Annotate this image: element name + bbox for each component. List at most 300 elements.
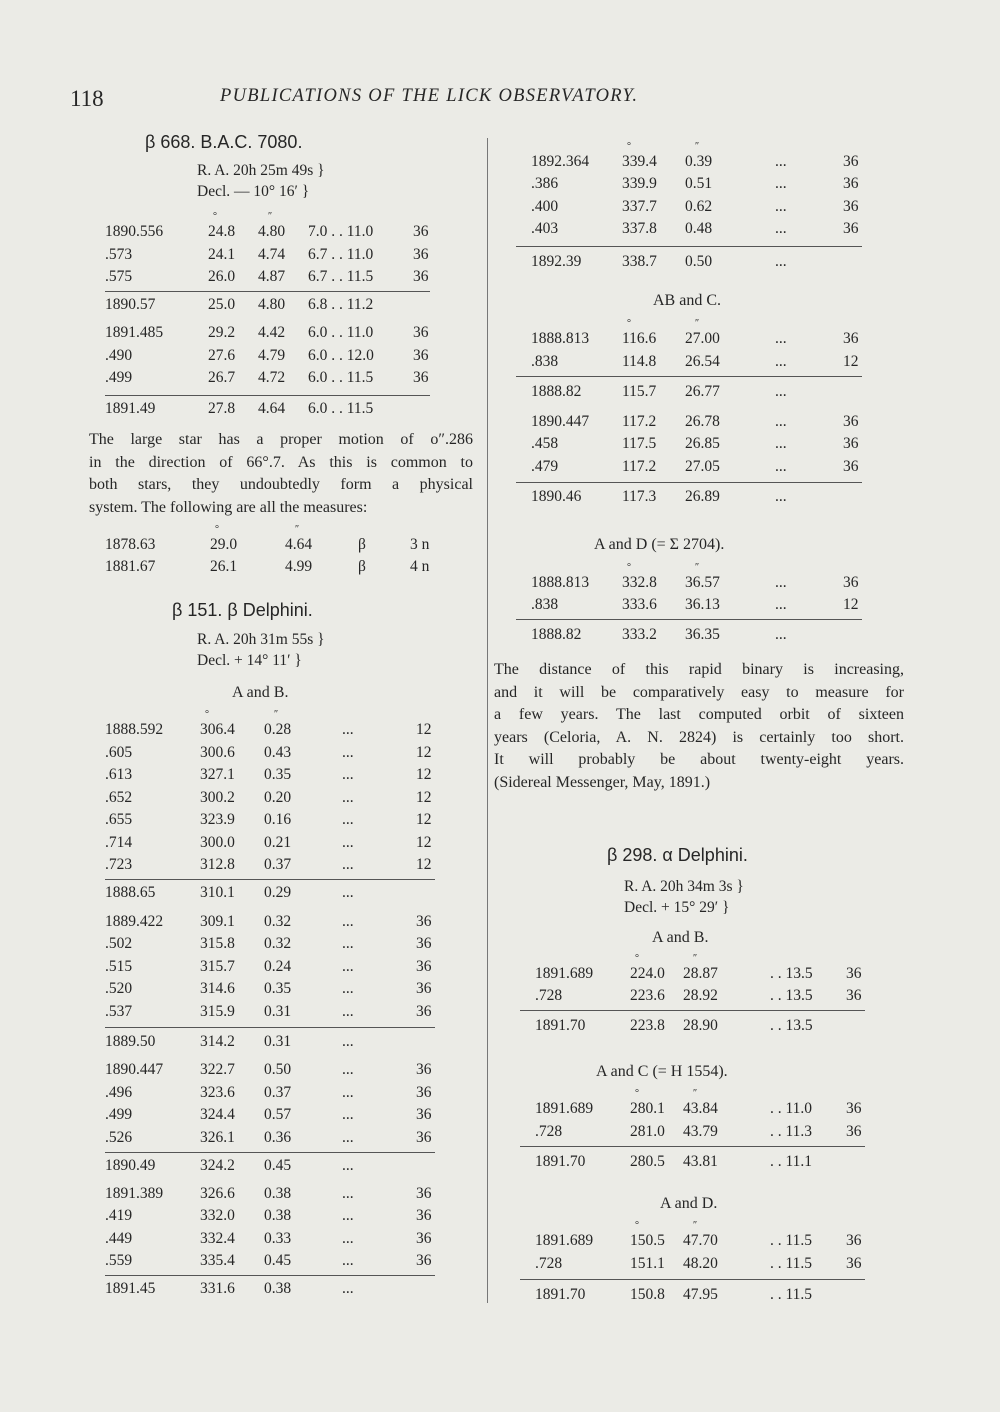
distance-cell: 26.89 xyxy=(685,488,720,505)
distance-cell: 27.05 xyxy=(685,458,720,475)
magnitude-cell: ... xyxy=(342,958,354,975)
epoch-cell: 1888.592 xyxy=(105,721,164,738)
table-row xyxy=(0,965,1000,987)
nights-cell: 36 xyxy=(416,1230,432,1247)
angle-cell: 117.2 xyxy=(622,413,657,430)
epoch-cell: 1891.389 xyxy=(105,1185,164,1202)
angle-cell: 332.0 xyxy=(200,1207,235,1224)
table-row xyxy=(0,383,1000,405)
angle-cell: 26.1 xyxy=(210,558,238,575)
paragraph-line: It will probably be about twenty-eight years. xyxy=(494,751,904,768)
table-row xyxy=(0,935,1000,957)
distance-cell: 28.90 xyxy=(683,1017,718,1034)
distance-cell: 47.70 xyxy=(683,1232,718,1249)
table-row xyxy=(0,856,1000,878)
angle-cell: 332.8 xyxy=(622,574,657,591)
distance-cell: 0.38 xyxy=(264,1207,292,1224)
epoch-cell: 1890.57 xyxy=(105,296,156,313)
nights-cell: 36 xyxy=(416,1061,432,1078)
degree-mark: ° xyxy=(627,141,631,152)
angle-cell: 151.1 xyxy=(630,1255,665,1272)
arcsec-mark: ″ xyxy=(693,953,698,964)
arcsec-mark: ″ xyxy=(693,1088,698,1099)
distance-cell: 4.42 xyxy=(258,324,286,341)
paragraph-line: and it will be comparatively easy to measure for xyxy=(494,683,904,701)
magnitude-cell: ... xyxy=(342,1003,354,1020)
distance-cell: 4.72 xyxy=(258,369,286,386)
epoch-cell: 1891.689 xyxy=(535,965,594,982)
angle-cell: 224.0 xyxy=(630,965,665,982)
magnitude-cell: ... xyxy=(775,353,787,370)
distance-cell: 4.80 xyxy=(258,296,286,313)
magnitude-cell: 6.7 . . 11.0 xyxy=(308,246,374,263)
table-row xyxy=(0,330,1000,352)
angle-cell: 333.2 xyxy=(622,626,657,643)
table-row xyxy=(0,596,1000,618)
degree-mark: ° xyxy=(213,211,217,222)
epoch-cell: 1890.447 xyxy=(105,1061,164,1078)
magnitude-cell: ... xyxy=(775,253,787,270)
arcsec-mark: ″ xyxy=(695,141,700,152)
epoch-cell: .479 xyxy=(531,458,559,475)
nights-cell: 36 xyxy=(846,1232,862,1249)
epoch-cell: .838 xyxy=(531,353,559,370)
nights-cell: 36 xyxy=(416,1084,432,1101)
epoch-cell: .419 xyxy=(105,1207,133,1224)
nights-cell: 36 xyxy=(846,1100,862,1117)
table-row xyxy=(0,1153,1000,1175)
magnitude-cell: 6.0 . . 11.0 xyxy=(308,324,374,341)
ra-line: R. A. 20h 31m 55s } xyxy=(197,631,325,648)
angle-cell: 223.8 xyxy=(630,1017,665,1034)
section-title-b298: β 298. α Delphini. xyxy=(607,845,748,865)
nights-cell: 36 xyxy=(843,413,859,430)
angle-cell: 337.8 xyxy=(622,220,657,237)
distance-cell: 0.36 xyxy=(264,1129,292,1146)
epoch-cell: 1891.70 xyxy=(535,1153,586,1170)
epoch-cell: .573 xyxy=(105,246,133,263)
distance-cell: 4.99 xyxy=(285,558,313,575)
distance-cell: 0.39 xyxy=(685,153,713,170)
nights-cell: 36 xyxy=(413,369,429,386)
nights-cell: 12 xyxy=(416,744,432,761)
distance-cell: 0.16 xyxy=(264,811,292,828)
epoch-cell: .449 xyxy=(105,1230,133,1247)
table-row xyxy=(0,1123,1000,1145)
subsection-a-and-b: A and B. xyxy=(232,684,289,701)
nights-cell: 36 xyxy=(843,574,859,591)
distance-cell: 0.32 xyxy=(264,935,292,952)
magnitude-cell: ... xyxy=(342,1185,354,1202)
epoch-cell: 1878.63 xyxy=(105,536,156,553)
epoch-cell: .838 xyxy=(531,596,559,613)
nights-cell: 36 xyxy=(413,223,429,240)
paragraph-line: system. The following are all the measures: xyxy=(89,498,368,516)
subsection-ab-and-c: AB and C. xyxy=(653,292,721,309)
angle-cell: 280.1 xyxy=(630,1100,665,1117)
table-rule xyxy=(105,879,435,880)
distance-cell: 48.20 xyxy=(683,1255,718,1272)
angle-cell: 326.1 xyxy=(200,1129,235,1146)
table-row xyxy=(0,1232,1000,1254)
epoch-cell: .403 xyxy=(531,220,559,237)
nights-cell: 36 xyxy=(413,246,429,263)
distance-cell: 0.62 xyxy=(685,198,713,215)
angle-cell: 335.4 xyxy=(200,1252,235,1269)
angle-cell: 310.1 xyxy=(200,884,235,901)
distance-cell: 36.35 xyxy=(685,626,720,643)
nights-cell: 36 xyxy=(843,198,859,215)
distance-cell: 0.35 xyxy=(264,980,292,997)
magnitude-cell: ... xyxy=(775,458,787,475)
angle-cell: 322.7 xyxy=(200,1061,235,1078)
epoch-cell: .502 xyxy=(105,935,133,952)
distance-cell: 4.64 xyxy=(285,536,313,553)
nights-cell: 12 xyxy=(416,766,432,783)
distance-cell: 0.37 xyxy=(264,1084,292,1101)
epoch-cell: 1892.39 xyxy=(531,253,582,270)
magnitude-cell: ... xyxy=(775,198,787,215)
distance-cell: 0.20 xyxy=(264,789,292,806)
distance-cell: 0.50 xyxy=(264,1061,292,1078)
angle-cell: 315.9 xyxy=(200,1003,235,1020)
angle-cell: 331.6 xyxy=(200,1280,235,1297)
epoch-cell: .655 xyxy=(105,811,133,828)
table-row xyxy=(0,811,1000,833)
epoch-cell: 1881.67 xyxy=(105,558,156,575)
paragraph-line: (Sidereal Messenger, May, 1891.) xyxy=(494,773,711,791)
magnitude-cell: ... xyxy=(342,1033,354,1050)
angle-cell: 29.0 xyxy=(210,536,238,553)
angle-cell: 24.1 xyxy=(208,246,236,263)
magnitude-cell: . . 11.5 xyxy=(770,1232,813,1249)
magnitude-cell: 6.0 . . 11.5 xyxy=(308,400,374,417)
arcsec-mark: ″ xyxy=(693,1220,698,1231)
subsection-a-and-c: A and C (= H 1554). xyxy=(596,1063,728,1080)
distance-cell: 36.57 xyxy=(685,574,720,591)
nights-cell: 12 xyxy=(416,789,432,806)
arcsec-mark: ″ xyxy=(695,318,700,329)
epoch-cell: 1889.422 xyxy=(105,913,164,930)
distance-cell: 43.84 xyxy=(683,1100,718,1117)
distance-cell: 0.48 xyxy=(685,220,713,237)
degree-mark: ° xyxy=(627,318,631,329)
angle-cell: 324.2 xyxy=(200,1157,235,1174)
magnitude-cell: ... xyxy=(342,811,354,828)
degree-mark: ° xyxy=(205,709,209,720)
angle-cell: 27.6 xyxy=(208,347,236,364)
subsection-a-and-d: A and D. xyxy=(660,1195,718,1212)
distance-cell: 0.28 xyxy=(264,721,292,738)
angle-cell: 309.1 xyxy=(200,913,235,930)
angle-cell: 339.4 xyxy=(622,153,657,170)
paragraph-line: years (Celoria, A. N. 2824) is certainly too short. xyxy=(494,728,904,746)
angle-cell: 337.7 xyxy=(622,198,657,215)
magnitude-cell: . . 13.5 xyxy=(770,1017,813,1034)
angle-cell: 281.0 xyxy=(630,1123,665,1140)
table-row xyxy=(0,1255,1000,1277)
epoch-cell: .515 xyxy=(105,958,133,975)
epoch-cell: .652 xyxy=(105,789,133,806)
nights-cell: 12 xyxy=(843,353,859,370)
table-row xyxy=(0,1207,1000,1229)
distance-cell: 4.87 xyxy=(258,268,286,285)
angle-cell: 315.7 xyxy=(200,958,235,975)
nights-cell: 36 xyxy=(416,1185,432,1202)
table-row xyxy=(0,913,1000,935)
angle-cell: 117.2 xyxy=(622,458,657,475)
distance-cell: 0.31 xyxy=(264,1003,292,1020)
angle-cell: 339.9 xyxy=(622,175,657,192)
nights-cell: 36 xyxy=(416,1106,432,1123)
nights-cell: 36 xyxy=(416,913,432,930)
table-row xyxy=(0,1185,1000,1207)
arcsec-mark: ″ xyxy=(295,524,300,535)
magnitude-cell: . . 11.5 xyxy=(770,1255,813,1272)
angle-cell: 26.0 xyxy=(208,268,236,285)
magnitude-cell: ... xyxy=(342,834,354,851)
nights-cell: 36 xyxy=(843,458,859,475)
table-rule xyxy=(520,1010,865,1011)
nights-cell: 36 xyxy=(413,268,429,285)
magnitude-cell: ... xyxy=(342,1230,354,1247)
ra-line: R. A. 20h 34m 3s } xyxy=(624,878,744,895)
table-rule xyxy=(516,376,862,377)
epoch-cell: 1891.49 xyxy=(105,400,156,417)
magnitude-cell: ... xyxy=(342,884,354,901)
epoch-cell: 1891.70 xyxy=(535,1286,586,1303)
epoch-cell: .559 xyxy=(105,1252,133,1269)
table-row xyxy=(0,834,1000,856)
nights-cell: 36 xyxy=(416,958,432,975)
distance-cell: 26.78 xyxy=(685,413,720,430)
angle-cell: 117.3 xyxy=(622,488,657,505)
magnitude-cell: ... xyxy=(775,574,787,591)
angle-cell: 116.6 xyxy=(622,330,657,347)
degree-mark: ° xyxy=(635,1220,639,1231)
epoch-cell: 1891.689 xyxy=(535,1100,594,1117)
distance-cell: 27.00 xyxy=(685,330,720,347)
table-row xyxy=(0,220,1000,242)
angle-cell: 150.5 xyxy=(630,1232,665,1249)
epoch-cell: 1890.447 xyxy=(531,413,590,430)
table-rule xyxy=(520,1146,865,1147)
paragraph-line: a few years. The last computed orbit of sixteen xyxy=(494,706,904,723)
epoch-cell: 1891.70 xyxy=(535,1017,586,1034)
angle-cell: 323.9 xyxy=(200,811,235,828)
angle-cell: 326.6 xyxy=(200,1185,235,1202)
distance-cell: 4.64 xyxy=(258,400,286,417)
distance-cell: 26.54 xyxy=(685,353,720,370)
nights-cell: 36 xyxy=(416,1003,432,1020)
degree-mark: ° xyxy=(635,1088,639,1099)
arcsec-mark: ″ xyxy=(274,709,279,720)
epoch-cell: 1888.813 xyxy=(531,574,590,591)
angle-cell: 327.1 xyxy=(200,766,235,783)
table-rule xyxy=(520,1279,865,1280)
epoch-cell: .714 xyxy=(105,834,133,851)
magnitude-cell: ... xyxy=(775,626,787,643)
nights-cell: 36 xyxy=(413,324,429,341)
distance-cell: 0.33 xyxy=(264,1230,292,1247)
magnitude-cell: ... xyxy=(775,220,787,237)
nights-cell: 36 xyxy=(416,1129,432,1146)
distance-cell: 0.45 xyxy=(264,1252,292,1269)
magnitude-cell: ... xyxy=(342,1252,354,1269)
magnitude-cell: ... xyxy=(342,913,354,930)
angle-cell: 300.0 xyxy=(200,834,235,851)
table-rule xyxy=(516,482,862,483)
paragraph-line: both stars, they undoubtedly form a physical xyxy=(89,476,473,493)
distance-cell: 36.13 xyxy=(685,596,720,613)
epoch-cell: 1888.65 xyxy=(105,884,156,901)
epoch-cell: 1891.485 xyxy=(105,324,164,341)
magnitude-cell: ... xyxy=(342,1207,354,1224)
distance-cell: 0.35 xyxy=(264,766,292,783)
table-row xyxy=(0,353,1000,375)
magnitude-cell: ... xyxy=(342,856,354,873)
epoch-cell: .400 xyxy=(531,198,559,215)
magnitude-cell: ... xyxy=(775,153,787,170)
epoch-cell: .728 xyxy=(535,987,563,1004)
distance-cell: 0.31 xyxy=(264,1033,292,1050)
magnitude-cell: β xyxy=(358,536,366,553)
magnitude-cell: . . 11.1 xyxy=(770,1153,813,1170)
magnitude-cell: ... xyxy=(775,596,787,613)
angle-cell: 114.8 xyxy=(622,353,657,370)
nights-cell: 36 xyxy=(843,330,859,347)
table-row xyxy=(0,458,1000,480)
epoch-cell: .499 xyxy=(105,1106,133,1123)
magnitude-cell: ... xyxy=(342,1106,354,1123)
magnitude-cell: 6.0 . . 11.5 xyxy=(308,369,374,386)
angle-cell: 314.6 xyxy=(200,980,235,997)
epoch-cell: 1891.689 xyxy=(535,1232,594,1249)
epoch-cell: .496 xyxy=(105,1084,133,1101)
degree-mark: ° xyxy=(215,524,219,535)
magnitude-cell: ... xyxy=(342,721,354,738)
magnitude-cell: ... xyxy=(775,413,787,430)
magnitude-cell: ... xyxy=(342,789,354,806)
angle-cell: 25.0 xyxy=(208,296,236,313)
magnitude-cell: . . 13.5 xyxy=(770,987,813,1004)
nights-cell: 36 xyxy=(843,220,859,237)
epoch-cell: .605 xyxy=(105,744,133,761)
rapid-binary-paragraph xyxy=(494,659,904,794)
table-row xyxy=(0,626,1000,648)
distance-cell: 4.79 xyxy=(258,347,286,364)
table-row xyxy=(0,175,1000,197)
angle-cell: 24.8 xyxy=(208,223,236,240)
magnitude-cell: β xyxy=(358,558,366,575)
distance-cell: 0.50 xyxy=(685,253,713,270)
distance-cell: 0.57 xyxy=(264,1106,292,1123)
epoch-cell: .490 xyxy=(105,347,133,364)
section-title-b668: β 668. B.A.C. 7080. xyxy=(145,132,303,152)
magnitude-cell: ... xyxy=(342,744,354,761)
magnitude-cell: ... xyxy=(342,980,354,997)
arcsec-mark: ″ xyxy=(268,211,273,222)
nights-cell: 12 xyxy=(416,811,432,828)
distance-cell: 0.29 xyxy=(264,884,292,901)
distance-cell: 0.38 xyxy=(264,1280,292,1297)
distance-cell: 0.43 xyxy=(264,744,292,761)
nights-cell: 36 xyxy=(416,1207,432,1224)
angle-cell: 115.7 xyxy=(622,383,657,400)
epoch-cell: 1892.364 xyxy=(531,153,590,170)
angle-cell: 300.6 xyxy=(200,744,235,761)
distance-cell: 0.24 xyxy=(264,958,292,975)
distance-cell: 4.80 xyxy=(258,223,286,240)
angle-cell: 312.8 xyxy=(200,856,235,873)
magnitude-cell: ... xyxy=(775,383,787,400)
table-row xyxy=(0,536,1000,558)
angle-cell: 338.7 xyxy=(622,253,657,270)
magnitude-cell: ... xyxy=(342,1084,354,1101)
table-rule xyxy=(516,246,862,247)
angle-cell: 315.8 xyxy=(200,935,235,952)
subsection-a-and-d: A and D (= Σ 2704). xyxy=(594,536,725,553)
epoch-cell: 1890.46 xyxy=(531,488,582,505)
epoch-cell: .613 xyxy=(105,766,133,783)
degree-mark: ° xyxy=(635,953,639,964)
distance-cell: 0.45 xyxy=(264,1157,292,1174)
epoch-cell: 1888.82 xyxy=(531,626,582,643)
paragraph-line: in the direction of 66°.7. As this is common to xyxy=(89,453,473,471)
epoch-cell: .499 xyxy=(105,369,133,386)
table-row xyxy=(0,153,1000,175)
angle-cell: 314.2 xyxy=(200,1033,235,1050)
epoch-cell: .458 xyxy=(531,435,559,452)
epoch-cell: .728 xyxy=(535,1123,563,1140)
magnitude-cell: . . 11.0 xyxy=(770,1100,813,1117)
nights-cell: 36 xyxy=(843,153,859,170)
distance-cell: 4.74 xyxy=(258,246,286,263)
magnitude-cell: ... xyxy=(342,1129,354,1146)
nights-cell: 3 n xyxy=(410,536,430,553)
epoch-cell: .537 xyxy=(105,1003,133,1020)
decl-line: Decl. — 10° 16′ } xyxy=(197,183,310,200)
angle-cell: 26.7 xyxy=(208,369,236,386)
magnitude-cell: ... xyxy=(342,1157,354,1174)
degree-mark: ° xyxy=(627,562,631,573)
angle-cell: 280.5 xyxy=(630,1153,665,1170)
decl-line: Decl. + 14° 11′ } xyxy=(197,652,302,669)
distance-cell: 43.79 xyxy=(683,1123,718,1140)
table-rule xyxy=(105,291,430,292)
nights-cell: 36 xyxy=(846,1255,862,1272)
distance-cell: 0.38 xyxy=(264,1185,292,1202)
angle-cell: 324.4 xyxy=(200,1106,235,1123)
distance-cell: 28.92 xyxy=(683,987,718,1004)
epoch-cell: .723 xyxy=(105,856,133,873)
table-rule xyxy=(516,619,862,620)
magnitude-cell: 6.0 . . 12.0 xyxy=(308,347,374,364)
table-row xyxy=(0,1286,1000,1308)
magnitude-cell: 6.7 . . 11.5 xyxy=(308,268,374,285)
magnitude-cell: . . 11.3 xyxy=(770,1123,813,1140)
angle-cell: 223.6 xyxy=(630,987,665,1004)
angle-cell: 150.8 xyxy=(630,1286,665,1303)
nights-cell: 36 xyxy=(416,1252,432,1269)
paragraph-line: The large star has a proper motion of o″.286 xyxy=(89,431,473,448)
nights-cell: 12 xyxy=(843,596,859,613)
epoch-cell: .575 xyxy=(105,268,133,285)
nights-cell: 36 xyxy=(413,347,429,364)
angle-cell: 323.6 xyxy=(200,1084,235,1101)
angle-cell: 300.2 xyxy=(200,789,235,806)
table-row xyxy=(0,435,1000,457)
